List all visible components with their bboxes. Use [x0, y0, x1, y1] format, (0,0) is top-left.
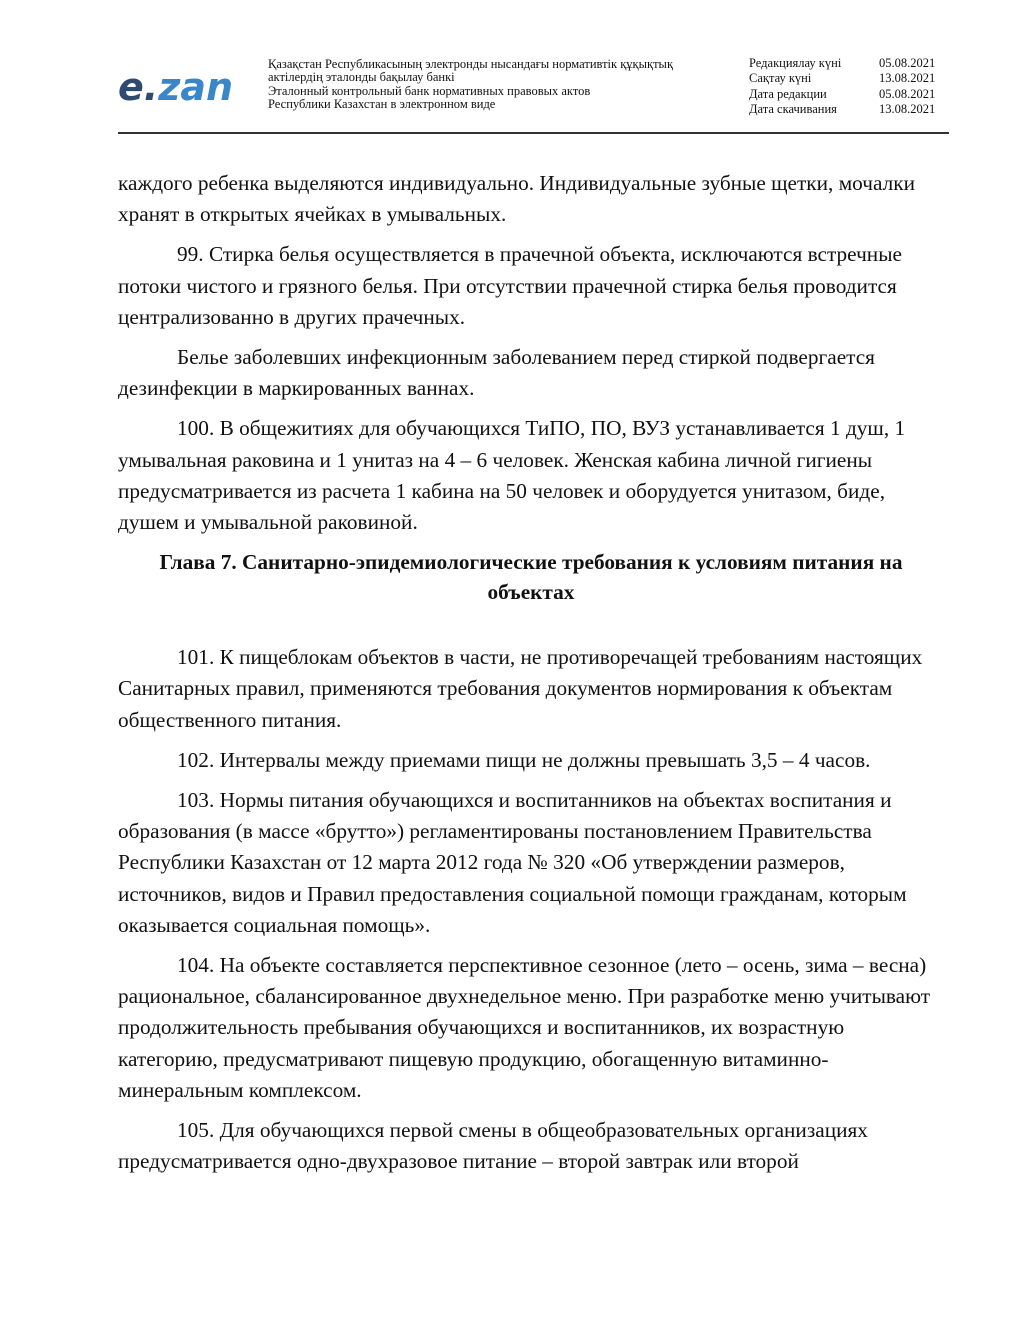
header-line-4: Республики Казахстан в электронном виде [268, 96, 496, 111]
paragraph-103: 103. Нормы питания обучающихся и воспитанников на объектах воспитания и образования (в массе «брутто») регламентированы постановлением Правительства Республики Казахстан от 12 марта 2012 года № 320 «Об утверждении размеров, источников, видов и Правил предоставления социальной помощи гражданам, которым оказывается социальная помощь». [118, 788, 907, 937]
meta-value: 05.08.2021 [879, 56, 936, 70]
header-divider [118, 132, 949, 134]
paragraph-100: 100. В общежитиях для обучающихся ТиПО, ПО, ВУЗ устанавливается 1 душ, 1 умывальная раковина и 1 унитаз на 4 – 6 человек. Женская кабина личной гигиены предусматривается из расчета 1 кабина на 50 человек и оборудуется унитазом, биде, душем и умывальной раковиной. [118, 416, 906, 535]
paragraph-105: 105. Для обучающихся первой смены в общеобразовательных организациях предусматривается одно-двухразовое питание – второй завтрак или второй [118, 1118, 868, 1174]
paragraph-continuation: каждого ребенка выделяются индивидуально. Индивидуальные зубные щетки, мочалки хранят в открытых ячейках в умывальных. [118, 171, 915, 227]
meta-value: 13.08.2021 [879, 101, 936, 116]
header-line-1: Қазақстан Республикасының электронды нысандағы нормативтік құқықтық [268, 57, 674, 71]
header-bank-title [268, 58, 728, 111]
paragraph-99: 99. Стирка белья осуществляется в прачечной объекта, исключаются встречные потоки чистого и грязного белья. При отсутствии прачечной стирка белья проводится централизованно в других прачечных. [118, 242, 902, 329]
paragraph-99-infectious-linen: Белье заболевших инфекционным заболеванием перед стиркой подвергается дезинфекции в маркированных ваннах. [118, 345, 875, 401]
ezan-logo: e.zan [118, 65, 234, 109]
header-meta [749, 56, 949, 117]
meta-label: Сақтау күні [749, 71, 812, 86]
header-line-3: Эталонный контрольный банк нормативных правовых актов [268, 83, 591, 98]
meta-row-download-date-ru [749, 102, 949, 117]
meta-row-save-date-kz [749, 71, 949, 86]
paragraph-102: 102. Интервалы между приемами пищи не должны превышать 3,5 – 4 часов. [177, 747, 871, 772]
chapter-7-heading: Глава 7. Санитарно-эпидемиологические требования к условиям питания на объектах [159, 550, 903, 605]
meta-label: Редакциялау күні [749, 56, 842, 70]
meta-value: 05.08.2021 [879, 86, 936, 101]
paragraph-101: 101. К пищеблокам объектов в части, не противоречащей требованиям настоящих Санитарных правил, применяются требования документов нормирования к объектам общественного питания. [118, 645, 923, 732]
meta-label: Дата скачивания [749, 101, 837, 116]
meta-label: Дата редакции [749, 86, 827, 101]
meta-row-edit-date-kz [749, 56, 949, 71]
page-header [118, 56, 950, 136]
meta-row-edit-date-ru [749, 87, 949, 102]
paragraph-104: 104. На объекте составляется перспективное сезонное (лето – осень, зима – весна) рациональное, сбалансированное двухнедельное меню. При разработке меню учитывают продолжительность пребывания обучающихся и воспитанников, их возрастную категорию, предусматривают пищевую продукцию, обогащенную витаминно-минеральным комплексом. [118, 953, 931, 1102]
header-line-2: актілердің эталонды бақылау банкі [268, 70, 455, 85]
meta-value: 13.08.2021 [879, 71, 936, 86]
document-body [118, 168, 944, 1186]
